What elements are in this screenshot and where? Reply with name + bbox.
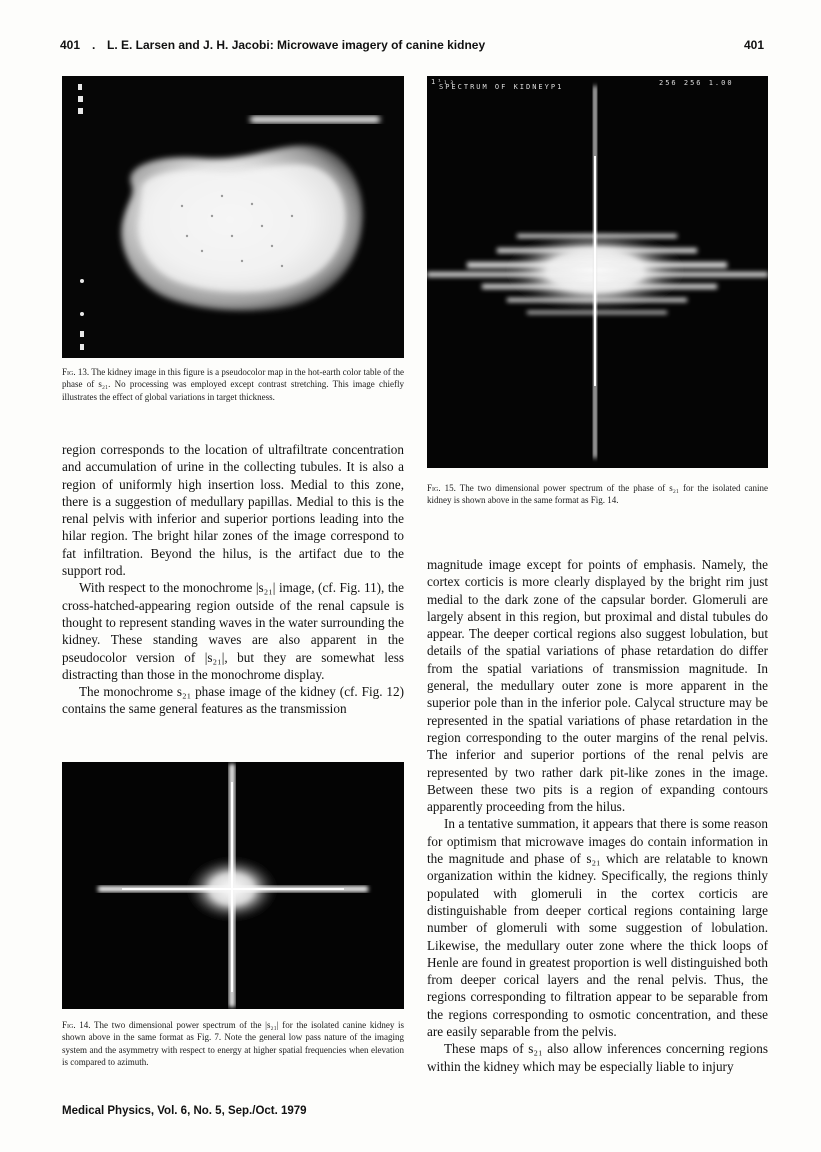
magnitude-power-spectrum (62, 762, 404, 1009)
phase-power-spectrum (427, 76, 768, 468)
journal-citation: Medical Physics, Vol. 6, No. 5, Sep./Oct. 1979 (62, 1105, 307, 1117)
figure-13-kidney-image (62, 76, 404, 358)
page-number-left: 401 (60, 38, 81, 52)
figure-15-label: Fig. 15. (427, 483, 456, 493)
right-paragraph-3: These maps of s₂₁ also allow inferences concerning regions within the kidney which may be especially liable to injury (427, 1041, 768, 1074)
figure-14-caption (62, 1019, 404, 1068)
kidney-phase-image (62, 76, 404, 358)
figure-15-caption-text: The two dimensional power spectrum of the phase of s₂₁ for the isolated canine kidney is shown above in the same format as Fig. 14. (427, 483, 768, 506)
running-title: L. E. Larsen and J. H. Jacobi: Microwave imagery of canine kidney (107, 38, 486, 52)
figure-15-overlay-params: 256 256 1.00 (659, 79, 734, 87)
right-paragraph-1: magnitude image except for points of emphasis. Namely, the cortex corticis is more clearly displayed by the bright rim just medial to the dark zone of the capsular border. Glomeruli are largely absent in this region, but proximal and distal tubules do appear. The deeper cortical regions also suggest lobulation, but details of the spatial variations of phase retardation do differ from the spatial variations of transmission magnitude. In general, the medullary outer zone is more apparent in the superior pole than in the inferior pole. Calycal structure may be represented in the spatial variations of phase retardation in the region corresponding to the outer margins of the renal pelvis. The inferior and superior portions of the renal pelvis are represented by two rather dark pit-like zones in the image. Between these two pits is a region of expanding contours apparently proceeding from the hilus. (427, 557, 768, 815)
figure-15-spectrum-image (427, 76, 768, 468)
figure-14-label: Fig. 14. (62, 1020, 91, 1030)
figure-15-overlay-corner: 1¹₁₃ (431, 78, 456, 86)
right-paragraph-2: In a tentative summation, it appears that there is some reason for optimism that microwave images do contain information in the magnitude and phase of s₂₁ which are relatable to known organization within the kidney. Specifically, the regions thinly populated with glomeruli in the cortex corticis are distinguishable from deeper cortical regions containing large number of glomeruli with some suggestion of lobulation. Likewise, the medullary outer zone where the thick loops of Henle are found in greatest proportion is well distinguished both from deeper corical layers and the renal pelvis. Thus, the regions corresponding to filtration appear to be separable from the regions corresponding to osmotic concentration, and these are easily separable from the pelvis. (427, 816, 768, 1040)
right-column-text (427, 556, 768, 1075)
left-paragraph-2: With respect to the monochrome |s₂₁| image, (cf. Fig. 11), the cross-hatched-appearing region outside of the renal capsule is thought to represent standing waves in the water surrounding the kidney. These standing waves are also apparent in the pseudocolor version of |s₂₁|, but they are somewhat less distracting than those in the monochrome display. (62, 580, 404, 682)
figure-13-label: Fig. 13. (62, 367, 90, 377)
figure-15-overlay-title: SPECTRUM OF KIDNEYP1 (439, 83, 564, 91)
figure-14-spectrum-image (62, 762, 404, 1009)
left-paragraph-3: The monochrome s₂₁ phase image of the kidney (cf. Fig. 12) contains the same general features as the transmission (62, 684, 404, 717)
left-column-text (62, 441, 404, 718)
figure-13-caption-text: The kidney image in this figure is a pseudocolor map in the hot-earth color table of the phase of s₂₁. No processing was employed except contrast stretching. This image chiefly illustrates the effect of global variations in target thickness. (62, 367, 404, 402)
left-paragraph-1: region corresponds to the location of ultrafiltrate concentration and accumulation of urine in the collecting tubules. It is also a region of uniformly high insertion loss. Medial to this zone, there is a suggestion of medullary papillas. Medial to this is the renal pelvis with inferior and superior portions leading into the hilar region. The bright hilar zones of the image correspond to fat infiltration. Beyond the hilus, is the artifact due to the support rod. (62, 442, 404, 579)
figure-13-caption (62, 366, 404, 403)
header-dot: . (92, 38, 96, 52)
page-number-right: 401 (744, 38, 765, 52)
figure-14-caption-text: The two dimensional power spectrum of the |s₂₁| for the isolated canine kidney is shown above in the same format as Fig. 7. Note the general low pass nature of the imaging system and the asymmetry with respect to energy at higher spatial frequencies when elevation is compared to azimuth. (62, 1020, 405, 1067)
figure-15-caption (427, 482, 768, 507)
